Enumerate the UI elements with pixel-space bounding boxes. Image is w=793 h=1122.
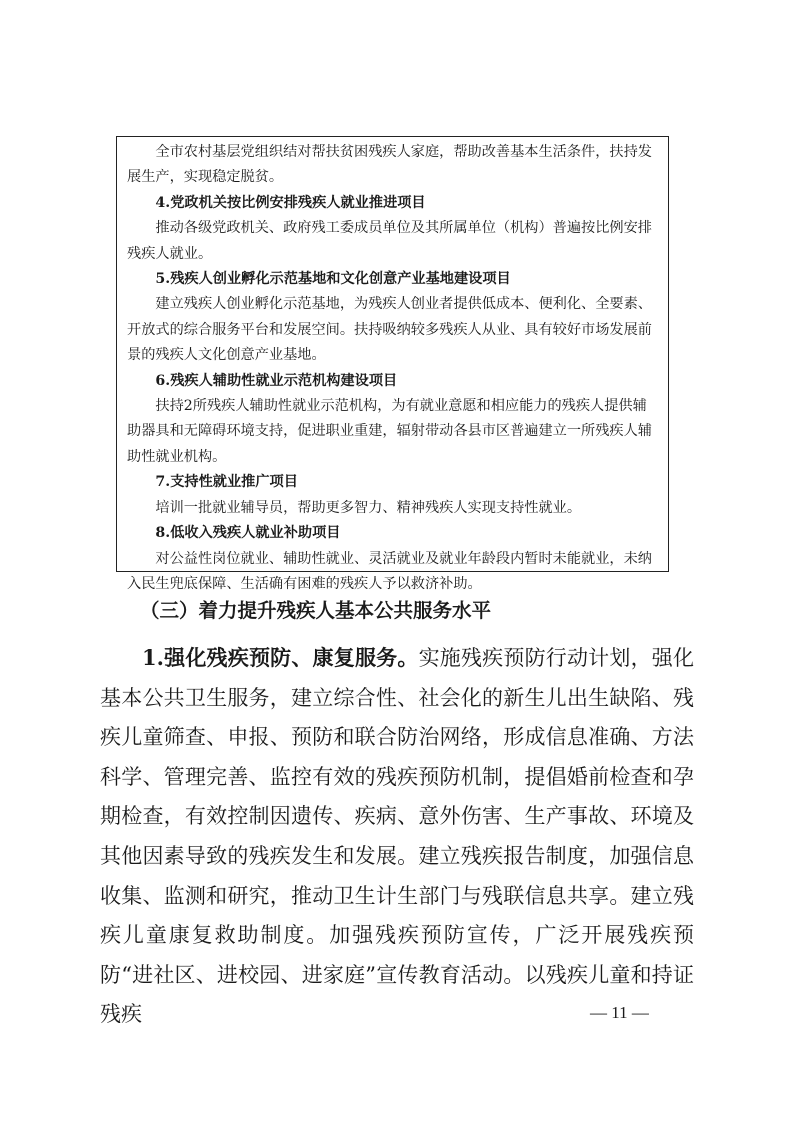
box-item-heading: 8.低收入残疾人就业补助项目 — [155, 525, 341, 542]
box-paragraph: 全市农村基层党组织结对帮扶贫困残疾人家庭，帮助改善基本生活条件，扶持发展生产，实现稳定脱贫。 — [127, 144, 652, 186]
body-paragraph — [100, 638, 694, 1035]
box-paragraph: 培训一批就业辅导员，帮助更多智力、精神残疾人实现支持性就业。 — [155, 499, 582, 516]
body-lead: 1.强化残疾预防、康复服务。 — [142, 645, 419, 670]
box-item-heading: 4.党政机关按比例安排残疾人就业推进项目 — [155, 194, 426, 211]
section-heading: （三）着力提升残疾人基本公共服务水平 — [140, 599, 492, 622]
box-paragraph: 推动各级党政机关、政府残工委成员单位及其所属单位（机构）普遍按比例安排残疾人就业。 — [127, 220, 652, 262]
body-text: 实施残疾预防行动计划，强化基本公共卫生服务，建立综合性、社会化的新生儿出生缺陷、残疾儿童筛查、申报、预防和联合防治网络，形成信息准确、方法科学、管理完善、监控有效的残疾预防机制，提倡婚前检查和孕期检查，有效控制因遗传、疾病、意外伤害、生产事故、环境及其他因素导致的残疾发生和发展。建立残疾报告制度，加强信息收集、监测和研究，推动卫生计生部门与残联信息共享。建立残疾儿童康复救助制度。加强残疾预防宣传，广泛开展残疾预防“进社区、进校园、进家庭”宣传教育活动。以残疾儿童和持证残疾 — [100, 646, 694, 1027]
box-item-heading: 6.残疾人辅助性就业示范机构建设项目 — [155, 372, 398, 389]
project-box — [116, 136, 669, 592]
box-item-heading: 7.支持性就业推广项目 — [155, 474, 298, 491]
box-item-heading: 5.残疾人创业孵化示范基地和文化创意产业基地建设项目 — [155, 271, 511, 288]
box-paragraph: 扶持2所残疾人辅助性就业示范机构，为有就业意愿和相应能力的残疾人提供辅助器具和无障碍环境支持，促进职业重建，辐射带动各县市区普遍建立一所残疾人辅助性就业机构。 — [127, 398, 652, 465]
box-paragraph: 对公益性岗位就业、辅助性就业、灵活就业及就业年龄段内暂时未能就业，未纳入民生兜底保障、生活确有困难的残疾人予以救济补助。 — [127, 550, 652, 592]
page-number: — 11 — — [590, 1003, 649, 1022]
box-paragraph: 建立残疾人创业孵化示范基地，为残疾人创业者提供低成本、便利化、全要素、开放式的综合服务平台和发展空间。扶持吸纳较多残疾人从业、具有较好市场发展前景的残疾人文化创意产业基地。 — [127, 296, 652, 364]
